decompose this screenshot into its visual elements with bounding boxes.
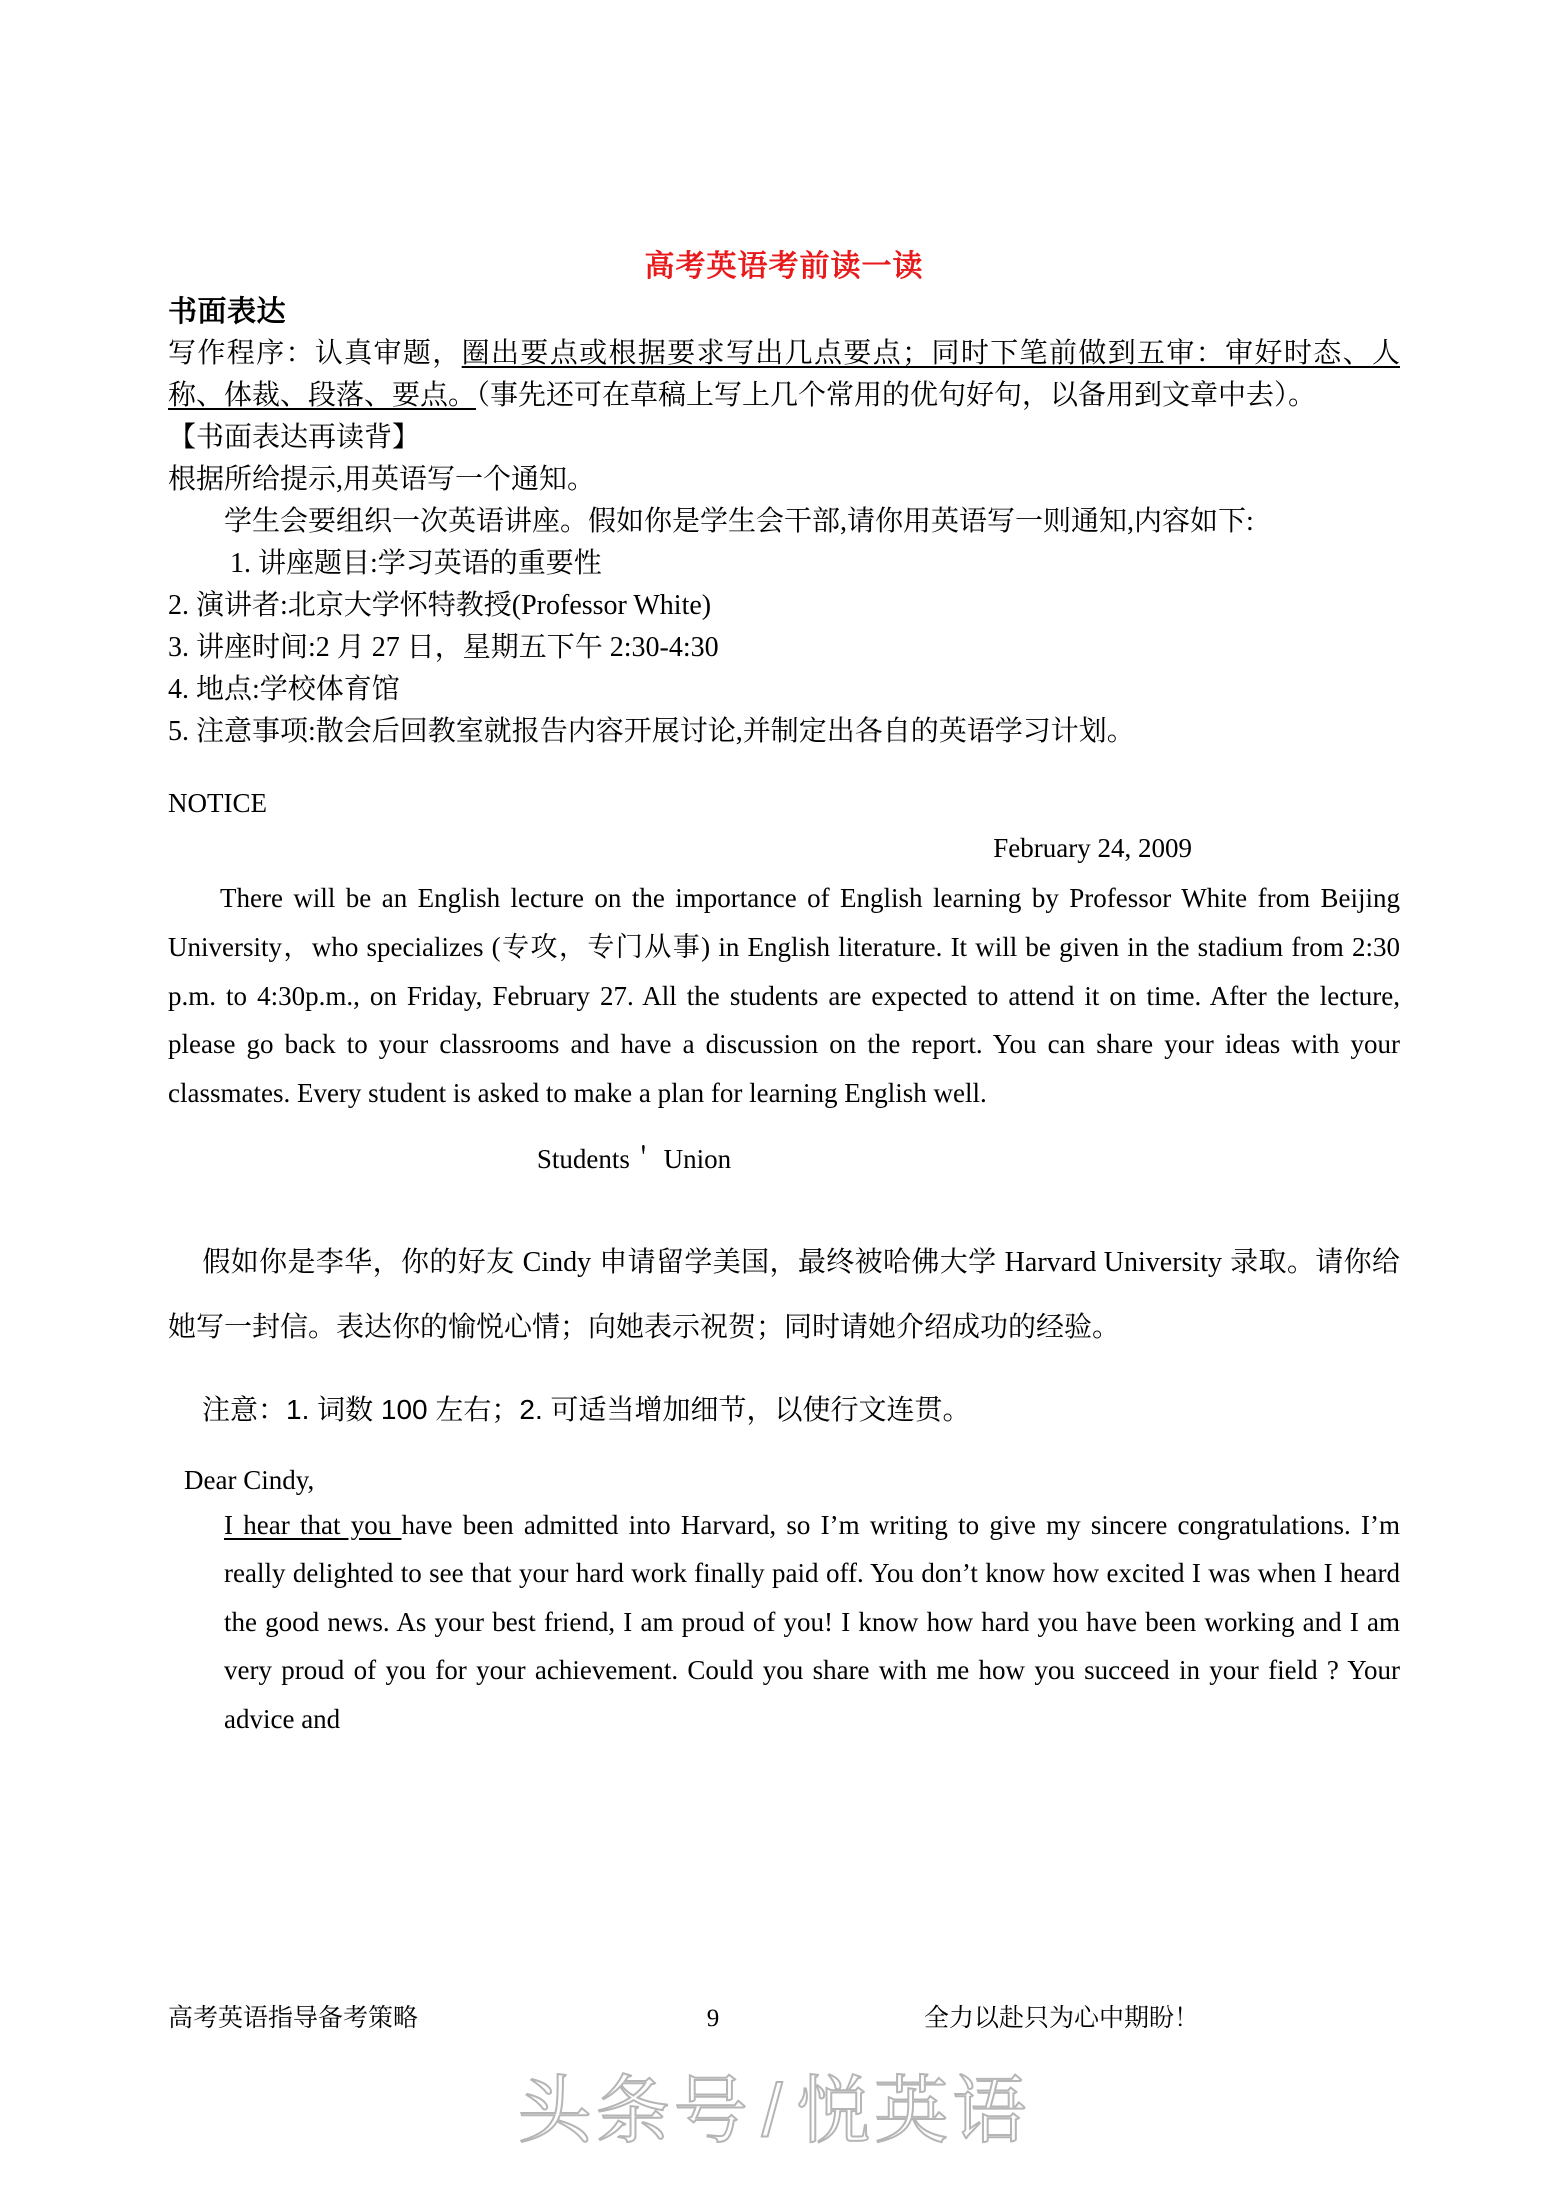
prompt-part-1: 假如你是李华，你的好友 — [202, 1245, 523, 1277]
spacer — [168, 1117, 1400, 1135]
prompt-name-harvard: Harvard University — [1004, 1246, 1222, 1278]
list-item: 1. 讲座题目:学习英语的重要性 — [230, 547, 602, 579]
notice-body — [168, 874, 1400, 1117]
list-item: 3. 讲座时间:2 月 27 日，星期五下午 2:30-4:30 — [168, 631, 719, 663]
prompt-name-cindy: Cindy — [522, 1246, 592, 1278]
writing-procedure-paragraph — [168, 333, 1400, 417]
notice-body-text: There will be an English lecture on the importance of English learning by Professor White from Beijing University，who specializes (专攻，专门从事) in English literature. It will be given in the stadium from 2:30 p.m. to 4:30p.m., on Friday, February 27. All the students are expected to attend it on time. After the lecture, please go back to your classrooms and have a discussion on the report. You can share your ideas with your classmates. Every student is asked to make a plan for learning English well. — [168, 883, 1400, 1108]
spacer — [168, 753, 1400, 783]
spacer — [168, 1360, 1400, 1378]
procedure-underlined-text: 圈出要点或根据要求写出几点要点；同时下笔前做到五审：审好时态、人称、体裁、段落、要点。 — [168, 337, 1400, 411]
prompt-paragraph — [168, 1230, 1400, 1360]
prompt-part-2: 申请留学美国，最终被哈佛大学 — [591, 1245, 1005, 1277]
page-footer — [168, 2004, 1400, 2034]
section-heading-written-expression: 书面表达 — [168, 295, 287, 328]
prompt-part-3: 录取。请你给她写一封信。表达你的愉悦心情；向她表示祝贺；同时请她介绍成功的经验。 — [168, 1245, 1401, 1343]
spacer — [168, 1184, 1400, 1230]
procedure-prefix: 写作程序：认真审题， — [168, 337, 462, 369]
page-number: 9 — [706, 2005, 720, 2032]
list-item: 4. 地点:学校体育馆 — [168, 673, 400, 705]
letter-salutation: Dear Cindy, — [184, 1465, 315, 1496]
instruction-line: 根据所给提示,用英语写一个通知。 — [168, 463, 596, 495]
letter-body-text: have been admitted into Harvard, so I’m writing to give my sincere congratulations. I’m really delighted to see that your hard work finally paid off. You don’t know how excited I was when I heard the good news. As your best friend, I am proud of you! I know how hard you have been working and I am very proud of you for your achievement. Could you share with me how you succeed in your field ? Your advice and — [224, 1509, 1401, 1734]
footer-right-text: 全力以赴只为心中期盼！ — [924, 2005, 1200, 2032]
watermark — [0, 2052, 1548, 2158]
notice-signature: Students＇ Union — [536, 1144, 732, 1175]
page-title: 高考英语考前读一读 — [644, 250, 924, 283]
prompt-requirements — [168, 1378, 1400, 1442]
list-item: 5. 注意事项:散会后回教室就报告内容开展讨论,并制定出各自的英语学习计划。 — [168, 715, 1135, 747]
scenario-line: 学生会要组织一次英语讲座。假如你是学生会干部,请你用英语写一则通知,内容如下: — [224, 505, 1254, 537]
footer-left-text: 高考英语指导备考策略 — [168, 2005, 419, 2032]
notice-date: February 24, 2009 — [993, 833, 1192, 864]
watermark-slash: / — [761, 2069, 787, 2152]
letter-underlined-opening: I hear that you — [224, 1509, 402, 1540]
spacer — [168, 1442, 1400, 1460]
procedure-suffix: （事先还可在草稿上写上几个常用的优句好句，以备用到文章中去）。 — [476, 379, 1317, 411]
notice-label: NOTICE — [168, 787, 267, 818]
prompt-requirements-text: 注意：1. 词数 100 左右；2. 可适当增加细节，以使行文连贯。 — [202, 1393, 971, 1425]
list-item: 2. 演讲者:北京大学怀特教授(Professor White) — [168, 589, 712, 621]
watermark-right-text: 悦英语 — [796, 2069, 1031, 2152]
reread-heading: 【书面表达再读背】 — [168, 421, 421, 453]
letter-body — [168, 1501, 1400, 1744]
watermark-left-text: 头条号 — [517, 2069, 752, 2152]
document-content — [168, 250, 1400, 1744]
